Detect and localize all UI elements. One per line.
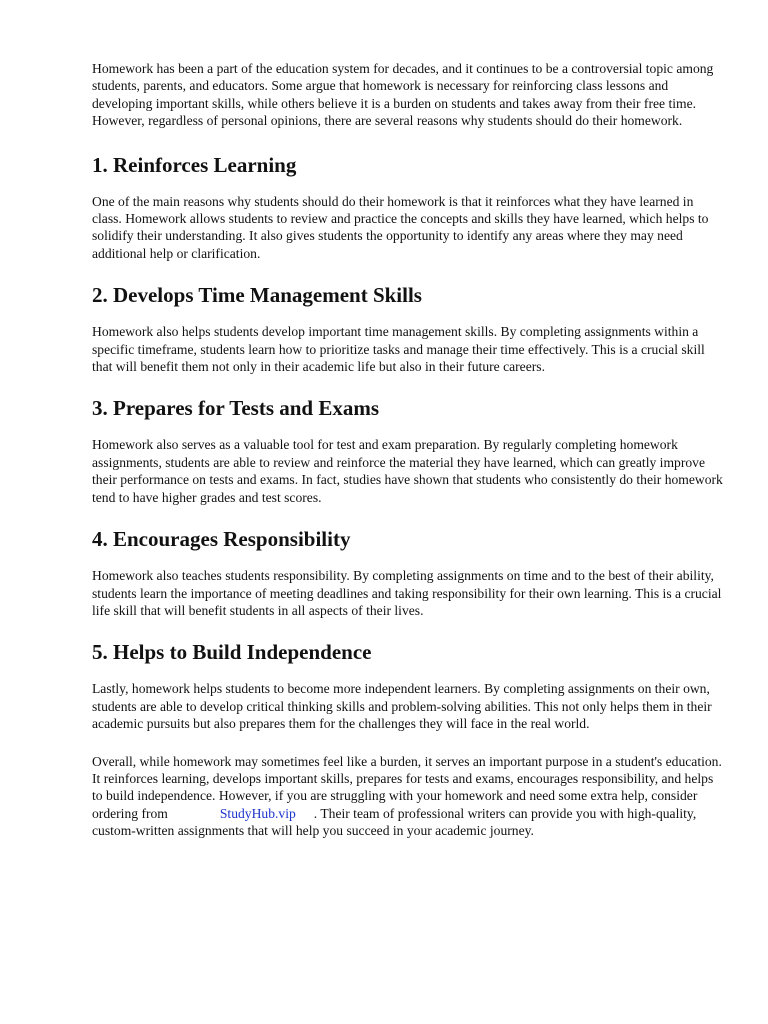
section-heading: 3. Prepares for Tests and Exams [92,396,380,421]
closing-text-before-link: Overall, while homework may sometimes feel like a burden, it serves an important purpose in a student's education. It reinforces learning, develops important skills, prepares for tests and exams, encourages responsibility, and helps to build independence. However, if you are struggling with your homework and need some extra help, consider ordering from [92,753,722,821]
section-heading: 4. Encourages Responsibility [92,527,351,552]
section-heading: 2. Develops Time Management Skills [92,283,422,308]
section-independence [92,639,726,732]
closing-text-after-link: . Their team of professional writers can provide you with high-quality, custom-written assignments that will help you succeed in your academic journey. [92,805,697,839]
section-body: Homework also serves as a valuable tool for test and exam preparation. By regularly completing homework assignments, students are able to review and reinforce the material they have learned, which can greatly improve their performance on tests and exams. In fact, studies have shown that students who consistently do their homework tend to have higher grades and test scores. [92,437,723,505]
intro-paragraph: Homework has been a part of the education system for decades, and it continues to be a controversial topic among students, parents, and educators. Some argue that homework is necessary for reinforcing class lessons and developing important skills, while others believe it is a burden on students and takes away from their free time. However, regardless of personal opinions, there are several reasons why students should do their homework. [92,61,714,129]
closing-paragraph [92,753,726,840]
section-responsibility [92,526,726,619]
section-body: One of the main reasons why students should do their homework is that it reinforces what they have learned in class. Homework allows students to review and practice the concepts and skills they have learned, which helps to solidify their understanding. It also gives students the opportunity to identify any areas where they may need additional help or clarification. [92,193,709,261]
document-page [92,60,726,840]
studyhub-link[interactable]: StudyHub.vip [219,805,296,821]
section-heading: 5. Helps to Build Independence [92,640,372,665]
section-time-management [92,282,726,375]
section-reinforces-learning [92,152,726,263]
section-body: Homework also teaches students responsibility. By completing assignments on time and to the best of their ability, students learn the importance of meeting deadlines and taking responsibility for their own learning. This is a crucial life skill that will benefit students in all aspects of their lives. [92,568,722,618]
section-body: Lastly, homework helps students to become more independent learners. By completing assignments on their own, students are able to develop critical thinking skills and problem-solving abilities. This not only helps them in their academic pursuits but also prepares them for the challenges they will face in the real world. [92,681,712,732]
section-tests-exams [92,395,726,506]
section-body: Homework also helps students develop important time management skills. By completing assignments within a specific timeframe, students learn how to prioritize tasks and manage their time effectively. This is a crucial skill that will benefit them not only in their academic life but also in their future careers. [92,324,705,375]
section-heading: 1. Reinforces Learning [92,152,297,177]
